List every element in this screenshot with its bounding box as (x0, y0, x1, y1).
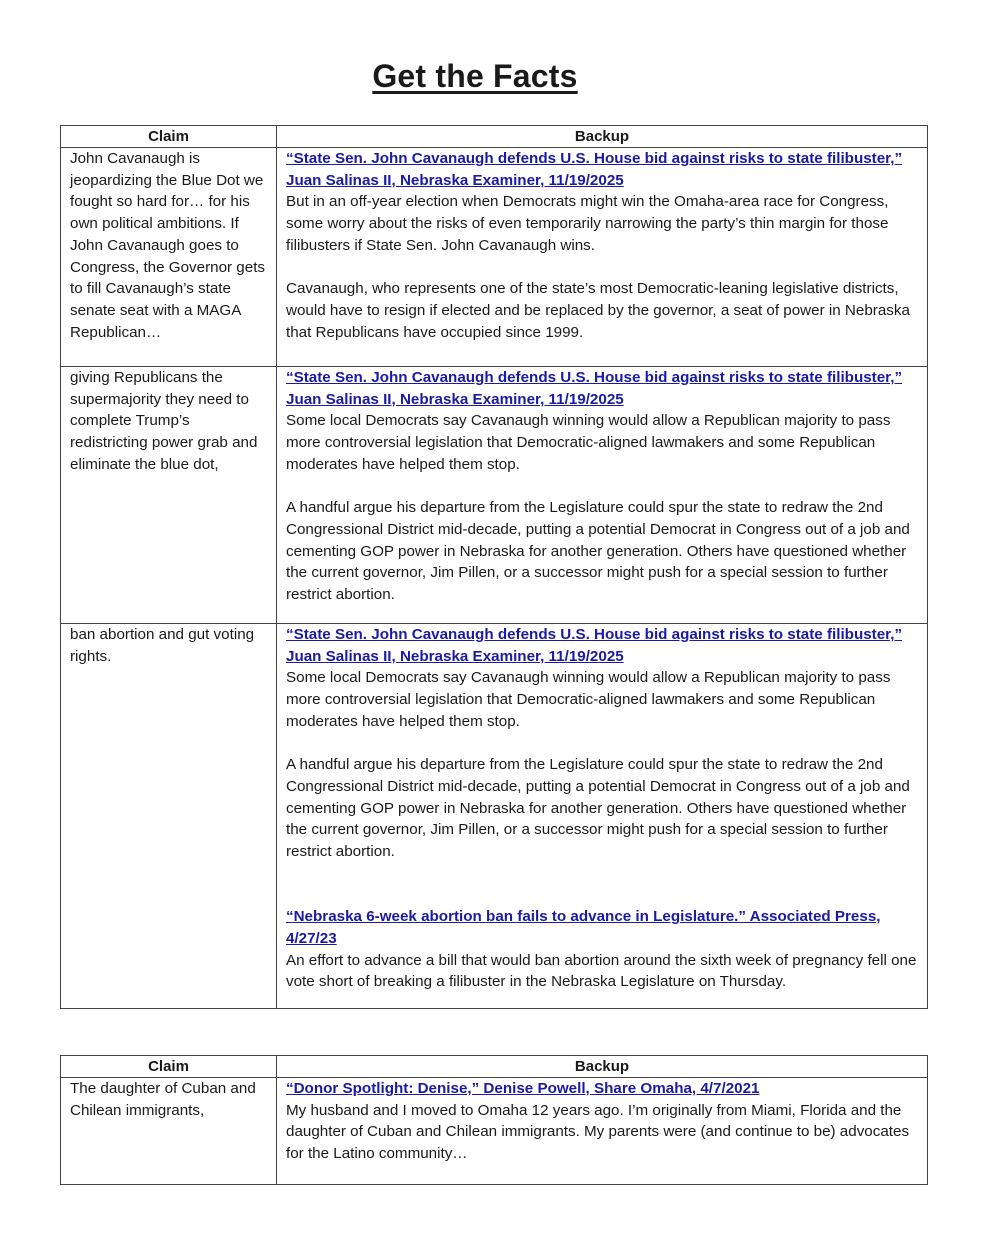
claim-cell: giving Republicans the supermajority they need to complete Trump’s redistricting power grab and eliminate the blue dot, (61, 367, 277, 624)
source-link[interactable]: “State Sen. John Cavanaugh defends U.S. House bid against risks to state filibuster,” Juan Salinas II, Nebraska Examiner, 11/19/2025 (286, 626, 903, 665)
claim-column-header: Claim (61, 1056, 277, 1078)
table-row (61, 624, 928, 1009)
table-row (61, 367, 928, 624)
backup-cell (277, 148, 928, 367)
claim-column-header: Claim (61, 126, 277, 148)
source-link[interactable]: “Donor Spotlight: Denise,” Denise Powell, Share Omaha, 4/7/2021 (286, 1080, 760, 1097)
backup-cell (277, 624, 928, 1009)
facts-table-1 (60, 125, 928, 1009)
backup-cell (277, 1078, 928, 1185)
source-link[interactable]: “State Sen. John Cavanaugh defends U.S. House bid against risks to state filibuster,” Juan Salinas II, Nebraska Examiner, 11/19/2025 (286, 369, 903, 408)
source-excerpt: A handful argue his departure from the Legislature could spur the state to redraw the 2nd Congressional District mid-decade, putting a potential Democrat in Congress out of a job and cementing GOP power in Nebraska for another generation. Others have questioned whether the current governor, Jim Pillen, or a successor might push for a special session to further restrict abortion. (286, 756, 910, 861)
claim-cell: John Cavanaugh is jeopardizing the Blue Dot we fought so hard for… for his own political ambitions. If John Cavanaugh goes to Congress, the Governor gets to fill Cavanaugh’s state senate seat with a MAGA Republican… (61, 148, 277, 367)
table-row (61, 148, 928, 367)
page-title: Get the Facts (372, 58, 578, 94)
table-row (61, 1078, 928, 1185)
source-excerpt: An effort to advance a bill that would ban abortion around the sixth week of pregnancy fell one vote short of breaking a filibuster in the Nebraska Legislature on Thursday. (286, 951, 917, 991)
claim-cell: ban abortion and gut voting rights. (61, 624, 277, 1009)
table-header-row (61, 1056, 928, 1078)
facts-table-2 (60, 1055, 928, 1185)
source-excerpt: My husband and I moved to Omaha 12 years ago. I’m originally from Miami, Florida and the daughter of Cuban and Chilean immigrants. My parents were (and continue to be) advocates for the Latino community… (286, 1101, 910, 1163)
backup-column-header: Backup (277, 1056, 928, 1078)
source-excerpt: Cavanaugh, who represents one of the state’s most Democratic-leaning legislative districts, would have to resign if elected and be replaced by the governor, a seat of power in Nebraska that Republicans have occupied since 1999. (286, 280, 910, 341)
source-excerpt: Some local Democrats say Cavanaugh winning would allow a Republican majority to pass more controversial legislation that Democratic-aligned lawmakers and some Republican moderates have helped them stop. (286, 669, 891, 730)
backup-column-header: Backup (277, 126, 928, 148)
backup-cell (277, 367, 928, 624)
source-link[interactable]: “State Sen. John Cavanaugh defends U.S. House bid against risks to state filibuster,” Juan Salinas II, Nebraska Examiner, 11/19/2025 (286, 150, 903, 189)
table-header-row (61, 126, 928, 148)
source-link[interactable]: “Nebraska 6-week abortion ban fails to advance in Legislature.” Associated Press, 4/27/23 (286, 908, 881, 947)
source-excerpt: A handful argue his departure from the Legislature could spur the state to redraw the 2nd Congressional District mid-decade, putting a potential Democrat in Congress out of a job and cementing GOP power in Nebraska for another generation. Others have questioned whether the current governor, Jim Pillen, or a successor might push for a special session to further restrict abortion. (286, 499, 910, 604)
source-excerpt: But in an off-year election when Democrats might win the Omaha-area race for Congress, some worry about the risks of even temporarily narrowing the party’s thin margin for those filibusters if State Sen. John Cavanaugh wins. (286, 193, 889, 254)
source-excerpt: Some local Democrats say Cavanaugh winning would allow a Republican majority to pass more controversial legislation that Democratic-aligned lawmakers and some Republican moderates have helped them stop. (286, 412, 891, 473)
claim-cell: The daughter of Cuban and Chilean immigrants, (61, 1078, 277, 1185)
